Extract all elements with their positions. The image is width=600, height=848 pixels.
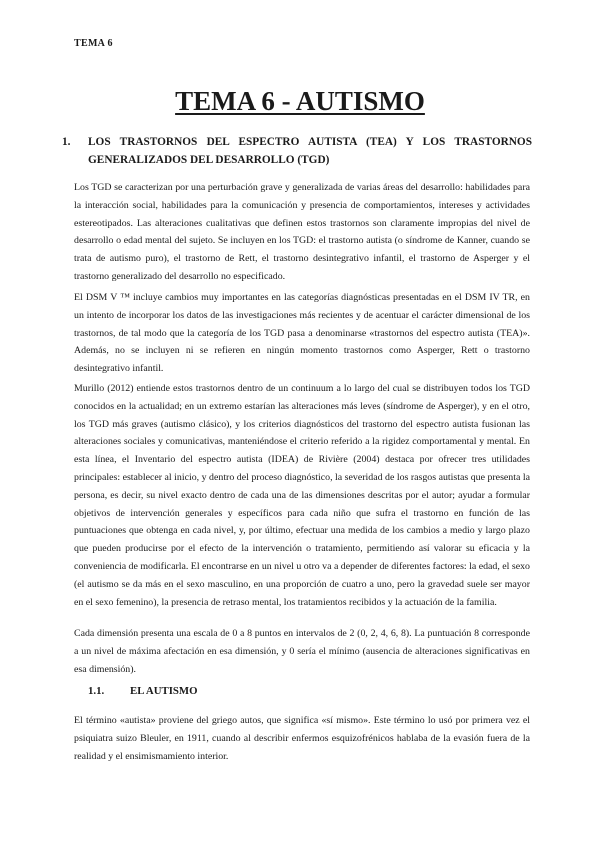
subsection-number: 1.1. <box>88 685 105 697</box>
running-header: TEMA 6 <box>74 38 113 49</box>
section-title: LOS TRASTORNOS DEL ESPECTRO AUTISTA (TEA) Y LOS TRASTORNOS GENERALIZADOS DEL DESARROLLO (TGD) <box>88 136 532 166</box>
paragraph-autista-etymology: El término «autista» proviene del griego autos, que significa «sí mismo». Este término lo usó por primera vez el psiquiatra suizo Bleuler, en 1911, cuando al describir enfermos esquizofrénicos hablaba de la evasión fuera de la realidad y el ensimismamiento interior. <box>74 715 530 762</box>
paragraph-tgd-definition: Los TGD se caracterizan por una perturbación grave y generalizada de varias áreas del desarrollo: habilidades para la interacción social, habilidades para la comunicación y presencia de comportamientos, intereses y actividades estereotipados. Las alteraciones cualitativas que definen estos trastornos son claramente impropias del nivel de desarrollo o edad mental del sujeto. Se incluyen en los TGD: el trastorno autista (o síndrome de Kanner, cuando se trata de autismo puro), el trastorno de Rett, el trastorno desintegrativo infantil, el trastorno de Asperger y el trastorno generalizado del desarrollo no especificado. <box>74 182 530 282</box>
paragraph-scale: Cada dimensión presenta una escala de 0 a 8 puntos en intervalos de 2 (0, 2, 4, 6, 8). La puntuación 8 corresponde a un nivel de máxima afectación en esa dimensión, y 0 sería el mínimo (ausencia de alteraciones significativas en esa dimensión). <box>74 628 530 675</box>
subsection-heading <box>88 685 198 697</box>
subsection-title: EL AUTISMO <box>130 685 198 697</box>
document-title: TEMA 6 - AUTISMO <box>175 86 425 116</box>
paragraph-murillo: Murillo (2012) entiende estos trastornos dentro de un continuum a lo largo del cual se distribuyen todos los TGD conocidos en la actualidad; en un extremo estarían las alteraciones más leves (síndrome de Asperger), y en el otro, los TGD más graves (autismo clásico), y los criterios diagnósticos del trastorno del espectro autista fusionan las alteraciones sociales y comunicativas, manteniéndose el criterio referido a la rigidez comportamental y mental. En esta línea, el Inventario del espectro autista (IDEA) de Rivière (2004) destaca por ofrecer tres utilidades principales: establecer al inicio, y dentro del proceso diagnóstico, la severidad de los rasgos autistas que presenta la persona, es decir, su nivel exacto dentro de cada una de las dimensiones descritas por el autor; ayudar a formular objetivos de intervención generales y específicos para cada niño que sufra el trastorno en función de las puntuaciones que obtenga en cada nivel, y, por último, efectuar una medida de los cambios a medio y largo plazo que pueden producirse por el efecto de la intervención o tratamiento, permitiendo así valorar su eficacia y la conveniencia de modificarla. El encontrarse en un nivel u otro va a depender de diferentes factores: la edad, el sexo (el autismo se da más en el sexo masculino, en una proporción de cuatro a uno, pero la gravedad suele ser mayor en el sexo femenino), la presencia de retraso mental, los tratamientos recibidos y la actuación de la familia. <box>74 383 530 608</box>
section-heading <box>62 133 532 169</box>
paragraph-dsm-v: El DSM V ™ incluye cambios muy importantes en las categorías diagnósticas presentadas en el DSM IV TR, en un intento de incorporar los datos de las investigaciones más recientes y de acentuar el carácter dimensional de los trastornos, de tal modo que la categoría de los TGD pasa a denominarse «trastornos del espectro autista (TEA)». Además, no se incluyen ni se refieren en ningún momento trastornos como Asperger, Rett o trastorno desintegrativo infantil. <box>74 292 530 375</box>
section-number: 1. <box>62 136 71 148</box>
